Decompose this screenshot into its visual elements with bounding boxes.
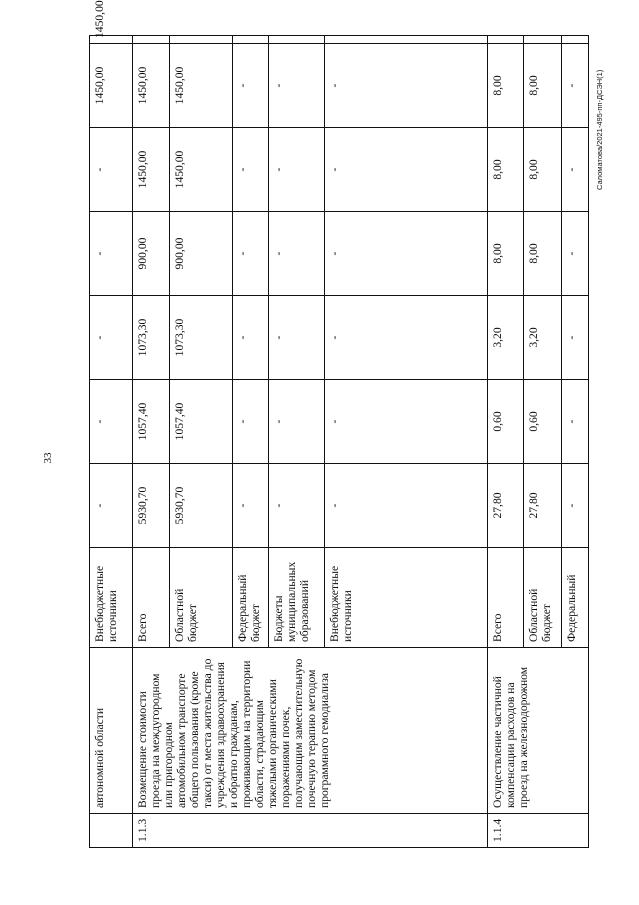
- year-value: 8,00: [524, 212, 562, 296]
- funding-source: Областной бюджет: [170, 548, 233, 648]
- year-value: 900,00: [133, 212, 170, 296]
- year-value: 8,00: [524, 44, 562, 128]
- item-1-1-3-row-total: [133, 36, 170, 848]
- year-value: 1057,40: [170, 380, 233, 464]
- year-value: 27,80: [524, 464, 562, 548]
- year-value: 3,20: [524, 296, 562, 380]
- year-value: 5930,70: [170, 464, 233, 548]
- year-value: 8,00: [488, 44, 524, 128]
- year-value: 0,60: [524, 380, 562, 464]
- year-value: -: [325, 44, 488, 128]
- item-description: автономной области: [90, 648, 133, 814]
- year-value: 1450,00: [170, 44, 233, 128]
- year-value: -: [90, 380, 133, 464]
- year-value: 1450,00: [133, 128, 170, 212]
- rotated-table-container: [89, 0, 585, 848]
- year-value: -: [269, 380, 325, 464]
- year-value: 5930,70: [133, 464, 170, 548]
- year-value: -: [562, 296, 589, 380]
- year-value: -: [325, 128, 488, 212]
- year-value: -: [562, 212, 589, 296]
- year-value: -: [233, 128, 269, 212]
- year-value: -: [325, 212, 488, 296]
- funding-source: Областной бюджет: [524, 548, 562, 648]
- year-value: -: [90, 296, 133, 380]
- funding-source: Бюджеты муниципальных образований: [269, 548, 325, 648]
- year-value: -: [269, 44, 325, 128]
- item-code-cell: 1.1.3: [133, 814, 488, 848]
- continuation-row: [90, 36, 133, 848]
- funding-source: Федеральный: [562, 548, 589, 648]
- year-value: 8,00: [488, 212, 524, 296]
- budget-table: [89, 0, 589, 848]
- year-value: -: [562, 380, 589, 464]
- year-value: -: [325, 464, 488, 548]
- year-value: 900,00: [170, 212, 233, 296]
- year-value: -: [233, 212, 269, 296]
- year-value: -: [90, 464, 133, 548]
- year-value: 8,00: [488, 128, 524, 212]
- funding-source: Федеральный бюджет: [233, 548, 269, 648]
- year-value: 27,80: [488, 464, 524, 548]
- year-value: 0,60: [488, 380, 524, 464]
- funding-source: Всего: [133, 548, 170, 648]
- year-value: -: [233, 464, 269, 548]
- year-value: 1450,00: [170, 128, 233, 212]
- year-value: -: [562, 464, 589, 548]
- item-code-cell: [90, 814, 133, 848]
- year-value: 1450,00: [90, 44, 133, 128]
- year-value: -: [233, 44, 269, 128]
- year-value: -: [325, 380, 488, 464]
- page-number: 33: [42, 452, 54, 464]
- year-value: -: [233, 380, 269, 464]
- year-value: -: [562, 44, 589, 128]
- item-description: Возмещение стоимости проезда на междугородном или пригородном автомобильном транспорте общего пользования (кроме такси) от места жительства до учреждения здравоохранения и обратно гражданам, проживающим на территории области, страдающим тяжелыми органическими поражениями почек, получающим заместительную почечную терапию методом программного гемодиализа: [133, 648, 488, 814]
- year-value: -: [90, 128, 133, 212]
- year-value: -: [233, 296, 269, 380]
- year-value: -: [269, 296, 325, 380]
- item-code-cell: 1.1.4: [488, 814, 589, 848]
- year-value: -: [269, 464, 325, 548]
- year-value: 1073,30: [133, 296, 170, 380]
- year-value: -: [562, 128, 589, 212]
- year-value: 1057,40: [133, 380, 170, 464]
- item-1-1-4-row-total: [488, 36, 524, 848]
- year-value: -: [325, 296, 488, 380]
- year-value: 1073,30: [170, 296, 233, 380]
- year-value: -: [269, 128, 325, 212]
- funding-source: Всего: [488, 548, 524, 648]
- item-description: Осуществление частичной компенсации расходов на проезд на железнодорожном: [488, 648, 589, 814]
- funding-source: Внебюджетные источники: [325, 548, 488, 648]
- footer-code: Саломатова/2021-495-пп-ДСЭН(1): [595, 69, 604, 190]
- year-value: 1450,00: [133, 44, 170, 128]
- year-value: 8,00: [524, 128, 562, 212]
- funding-source: Внебюджетные источники: [90, 548, 133, 648]
- year-value: -: [90, 212, 133, 296]
- year-value: 1450,00: [90, 36, 133, 44]
- year-value: -: [269, 212, 325, 296]
- year-value: 3,20: [488, 296, 524, 380]
